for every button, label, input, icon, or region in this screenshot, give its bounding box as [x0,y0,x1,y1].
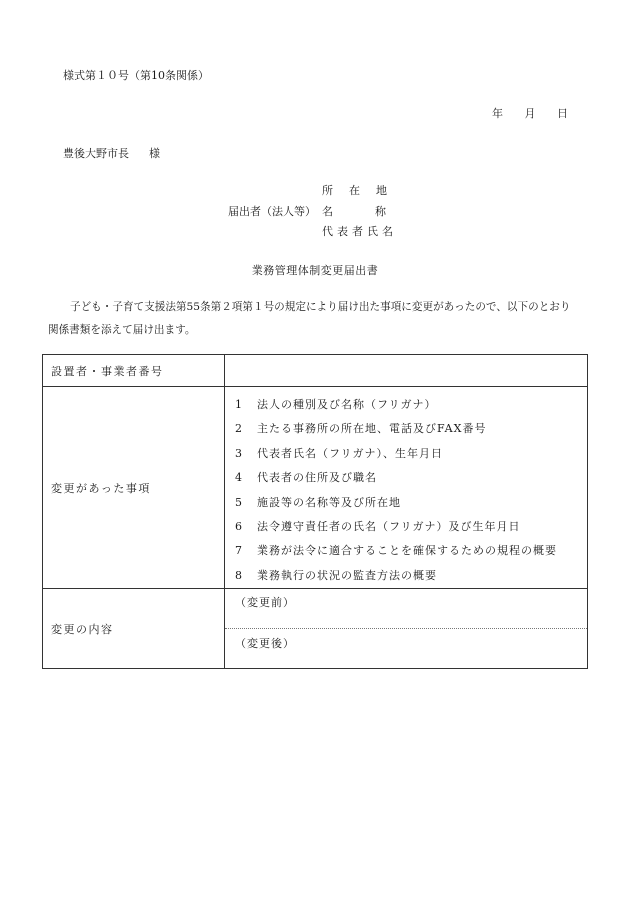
item-text: 代表者の住所及び職名 [257,471,377,485]
table-row [43,355,588,387]
filer-representative-label: 代表者氏名 [322,225,397,238]
filer-label: 届出者（法人等） [228,205,316,218]
item-number: 7 [235,544,242,558]
addressee-honorific: 様 [149,147,160,160]
item-text: 代表者氏名（フリガナ）、生年月日 [257,446,443,460]
operator-number-value[interactable] [225,355,588,387]
changed-items-cell [225,387,588,589]
form-number: 様式第１０号（第10条関係） [63,69,209,82]
item-number: 4 [235,471,242,485]
list-item[interactable] [235,393,587,417]
item-text: 施設等の名称等及び所在地 [257,495,401,509]
item-text: 法人の種別及び名称（フリガナ） [257,398,437,411]
item-number: 6 [235,519,242,533]
change-content-label: 変更の内容 [43,589,225,669]
filer-name-label-part2: 称 [375,205,386,218]
date-day-label: 日 [557,107,568,120]
list-item[interactable] [235,442,587,466]
filer-name-label [322,203,386,219]
before-change-field[interactable]: （変更前） [225,591,587,629]
addressee [63,145,160,161]
item-text: 業務が法令に適合することを確保するための規程の概要 [257,544,557,558]
list-item[interactable] [235,564,587,588]
item-text: 法令遵守責任者の氏名（フリガナ）及び生年月日 [257,519,521,533]
after-change-field[interactable]: （変更後） [235,636,295,650]
item-text: 業務執行の状況の監査方法の概要 [257,568,437,582]
date-month-label: 月 [524,107,536,120]
list-item[interactable] [235,515,587,539]
body-text: 子ども・子育て支援法第55条第２項第１号の規定により届け出た事項に変更があったので、以下のとおり関係書類を添えて届け出ます。 [48,301,571,336]
change-report-table [42,354,588,669]
item-number: 5 [235,495,242,509]
item-number: 3 [235,446,242,460]
addressee-name: 豊後大野市長 [63,147,129,160]
changed-items-label: 変更があった事項 [43,387,225,589]
list-item[interactable] [235,466,587,490]
table-row [43,387,588,589]
item-number: 1 [235,398,242,411]
changed-items-list [225,387,587,588]
filer-name-label-part1: 名 [322,205,333,218]
change-content-cell [225,589,588,669]
document-title: 業務管理体制変更届出書 [251,264,379,277]
date-line [492,105,568,121]
table-row [43,589,588,669]
operator-number-label: 設置者・事業者番号 [43,355,225,387]
item-number: 8 [235,568,242,582]
item-text: 主たる事務所の所在地、電話及びFAX番号 [257,422,487,436]
list-item[interactable] [235,491,587,515]
item-number: 2 [235,422,242,436]
filer-address-label: 所在地 [322,184,403,197]
date-year-label: 年 [492,107,503,120]
list-item[interactable] [235,417,587,441]
list-item[interactable] [235,539,587,563]
